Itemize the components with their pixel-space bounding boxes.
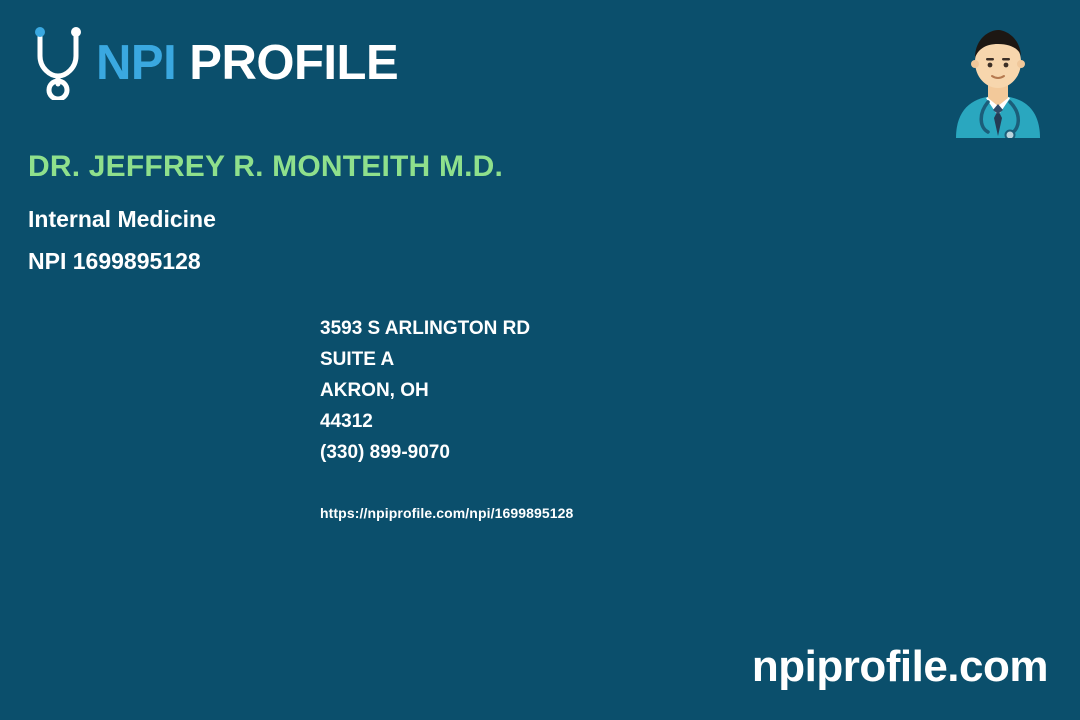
specialty-label: Internal Medicine [28,206,216,232]
stethoscope-icon [28,26,86,100]
footer-domain: npiprofile.com [751,642,1048,691]
profile-url-link[interactable]: https://npiprofile.com/npi/1699895128 [320,505,574,521]
address-line: SUITE A [320,349,395,370]
page-title: DR. JEFFREY R. MONTEITH M.D. [28,150,504,183]
brand-header [28,26,398,100]
brand-title-npi: NPI [96,35,177,90]
address-block [320,313,530,468]
npi-number-label: NPI 1699895128 [28,248,201,274]
address-line: 44312 [320,411,373,432]
brand-title [96,35,399,90]
doctor-avatar-icon [948,18,1048,138]
address-line: AKRON, OH [320,380,429,401]
brand-title-profile: PROFILE [176,35,399,90]
phone-number: (330) 899-9070 [320,442,450,463]
address-line: 3593 S ARLINGTON RD [320,318,531,339]
